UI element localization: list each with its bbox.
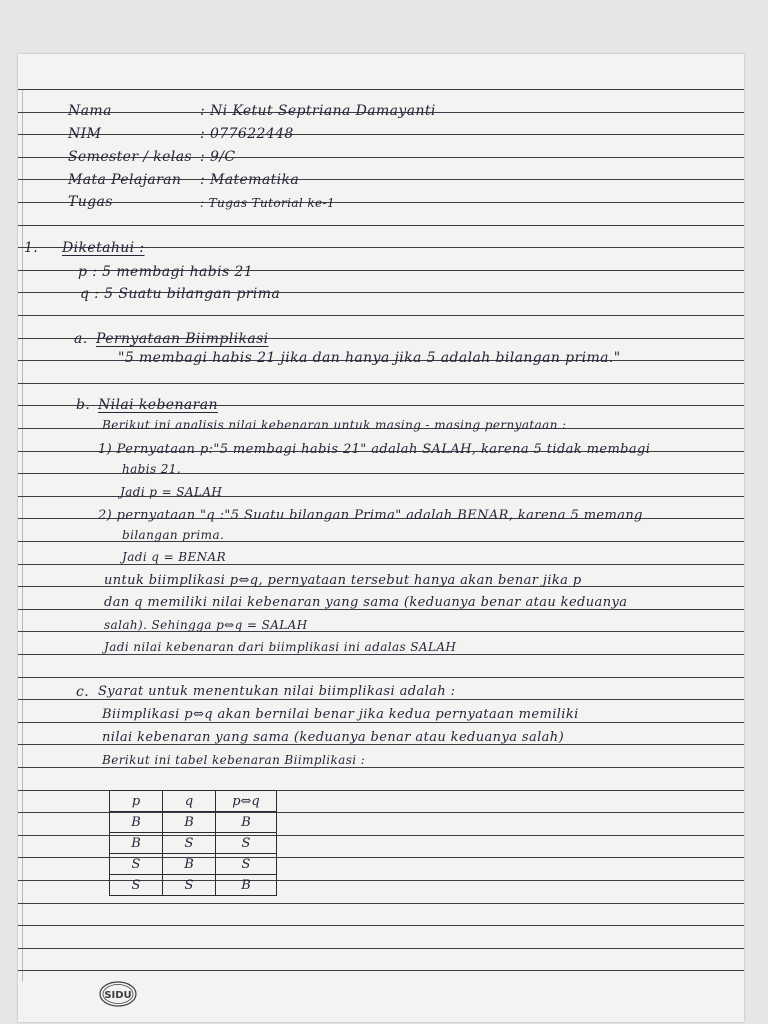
truth-table-header-q: q: [163, 791, 216, 812]
ruled-line: [18, 925, 744, 926]
ruled-line: [18, 383, 744, 384]
ruled-line: [18, 225, 744, 226]
part-b-item2-line1: 2) pernyataan "q :"5 Suatu bilangan Prima" adalah BENAR, karena 5 memang: [98, 508, 643, 523]
header-label-subject: Mata Pelajaran: [68, 172, 182, 188]
header-value-subject: : Matematika: [200, 172, 300, 188]
header-value-nim: : 077622448: [200, 126, 294, 142]
truth-table-cell: B: [163, 854, 216, 875]
given-p: p : 5 membagi habis 21: [78, 264, 254, 280]
part-b-intro: Berikut ini analisis nilai kebenaran untuk masing - masing pernyataan :: [102, 418, 567, 432]
part-b-conclusion-line1: untuk biimplikasi p⇔q, pernyataan tersebut hanya akan benar jika p: [104, 573, 582, 588]
part-a-statement: "5 membagi habis 21 jika dan hanya jika 5 adalah bilangan prima.": [118, 350, 621, 366]
part-b-conclusion-line4: Jadi nilai kebenaran dari biimplikasi ini adalas SALAH: [104, 640, 457, 654]
header-label-name: Nama: [68, 103, 112, 119]
header-label-task: Tugas: [68, 194, 113, 210]
ruled-line: [18, 202, 744, 203]
part-b-heading: Nilai kebenaran: [98, 397, 218, 413]
ruled-line: [18, 654, 744, 655]
given-q: q : 5 Suatu bilangan prima: [80, 286, 281, 302]
ruled-line: [18, 134, 744, 135]
part-b-item1-line2: habis 21.: [122, 462, 182, 476]
part-c-line1: Biimplikasi p⇔q akan bernilai benar jika kedua pernyataan memiliki: [102, 707, 579, 722]
truth-table-cell: S: [216, 854, 277, 875]
part-b-item1-line1: 1) Pernyataan p:"5 membagi habis 21" adalah SALAH, karena 5 tidak membagi: [98, 442, 651, 457]
truth-table-row: [110, 854, 277, 875]
part-b-conclusion-line3: salah). Sehingga p⇔q = SALAH: [104, 618, 308, 632]
header-value-name: : Ni Ketut Septriana Damayanti: [200, 103, 436, 119]
header-value-semester: : 9/C: [200, 149, 236, 165]
part-c-line3: Berikut ini tabel kebenaran Biimplikasi :: [102, 753, 366, 767]
truth-table-cell: B: [110, 812, 163, 833]
ruled-line: [18, 699, 744, 700]
part-a-label: a.: [74, 331, 88, 347]
part-b-item1-result: Jadi p = SALAH: [120, 485, 223, 499]
part-b-conclusion-line2: dan q memiliki nilai kebenaran yang sama (keduanya benar atau keduanya: [104, 595, 628, 610]
part-b-item2-result: Jadi q = BENAR: [122, 550, 227, 564]
part-b-item2-line2: bilangan prima.: [122, 528, 225, 542]
truth-table-cell: B: [216, 812, 277, 833]
ruled-line: [18, 948, 744, 949]
truth-table-row: [110, 812, 277, 833]
given-heading: Diketahui :: [62, 240, 145, 256]
truth-table-row: [110, 875, 277, 896]
truth-table-header-biimplication: p⇔q: [216, 791, 277, 812]
ruled-line: [18, 315, 744, 316]
notebook-page: [18, 54, 744, 1022]
ruled-line: [18, 677, 744, 678]
header-label-nim: NIM: [68, 126, 102, 142]
truth-table-cell: S: [110, 854, 163, 875]
truth-table-cell: B: [110, 833, 163, 854]
ruled-line: [18, 903, 744, 904]
truth-table-cell: B: [216, 875, 277, 896]
truth-table-cell: S: [163, 833, 216, 854]
ruled-line: [18, 970, 744, 971]
truth-table-cell: S: [216, 833, 277, 854]
part-a-heading: Pernyataan Biimplikasi: [96, 331, 269, 347]
truth-table-header-row: [110, 791, 277, 812]
truth-table-header-p: p: [110, 791, 163, 812]
sidu-logo: [98, 980, 138, 1008]
truth-table-cell: S: [163, 875, 216, 896]
truth-table: [109, 790, 277, 896]
part-c-heading: Syarat untuk menentukan nilai biimplikasi adalah :: [98, 684, 456, 699]
sidu-logo-text: SIDU: [104, 990, 132, 1001]
part-b-label: b.: [76, 397, 91, 413]
part-c-label: c.: [76, 684, 90, 700]
ruled-line: [18, 767, 744, 768]
truth-table-cell: S: [110, 875, 163, 896]
truth-table-row: [110, 833, 277, 854]
part-c-line2: nilai kebenaran yang sama (keduanya benar atau keduanya salah): [102, 730, 565, 745]
header-value-task: : Tugas Tutorial ke-1: [200, 196, 336, 210]
truth-table-cell: B: [163, 812, 216, 833]
header-label-semester: Semester / kelas: [68, 149, 193, 165]
question-number: 1.: [24, 240, 39, 256]
ruled-line: [18, 89, 744, 90]
